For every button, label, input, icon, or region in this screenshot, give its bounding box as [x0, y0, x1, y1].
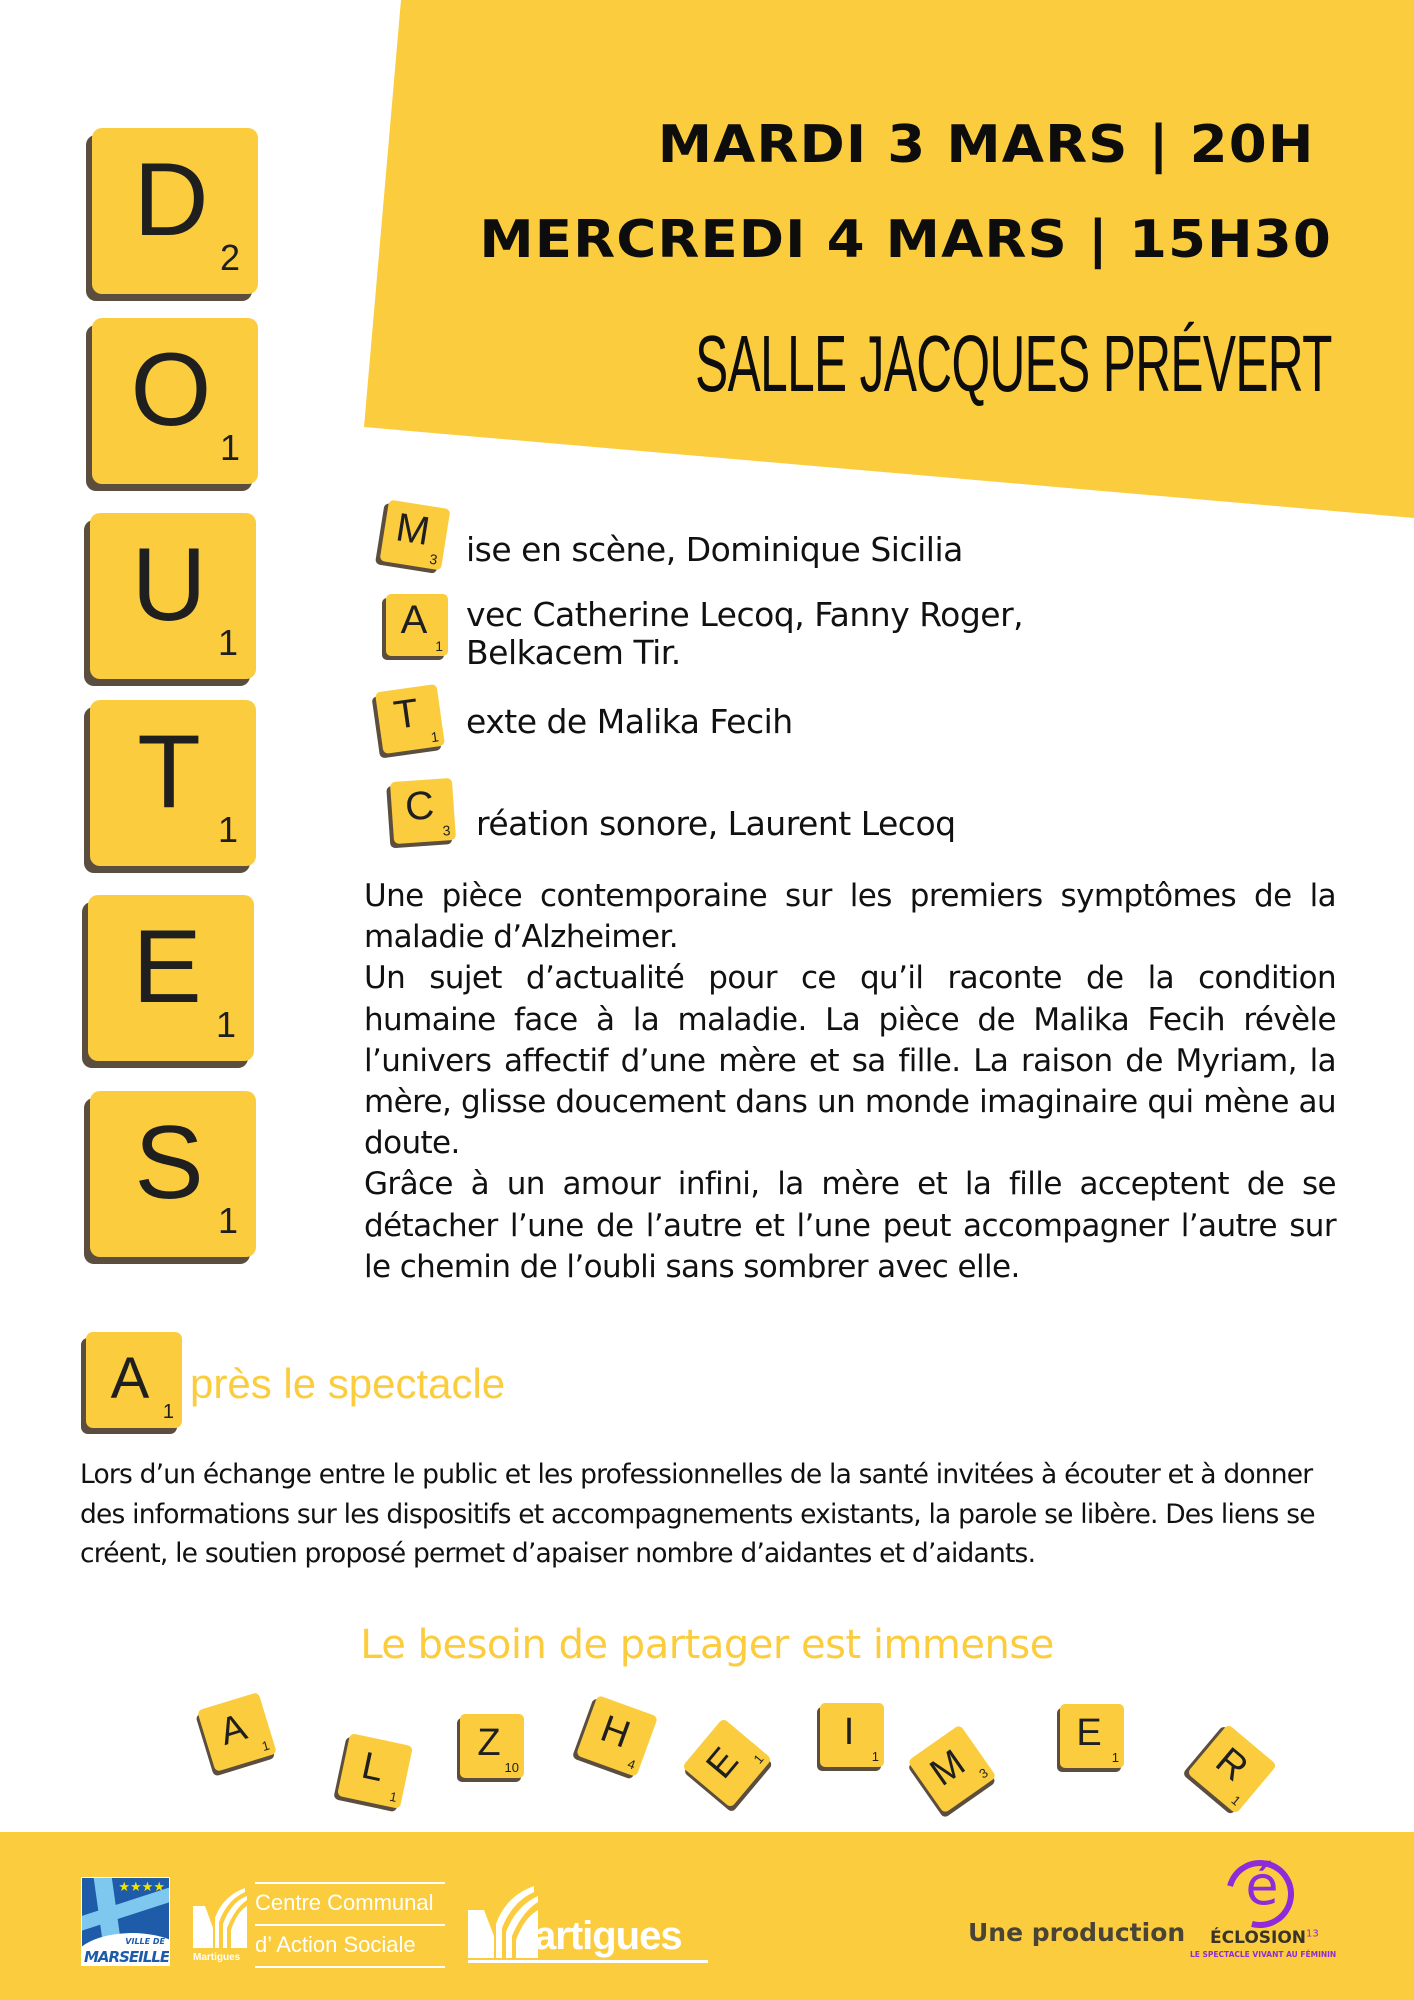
tile-score: 1 [435, 638, 443, 654]
credit-tile-a [386, 594, 448, 656]
credit-cast [466, 596, 1023, 672]
alz-tile-a [197, 1692, 277, 1772]
tile-letter: U [131, 527, 207, 643]
divider [255, 1924, 445, 1926]
credit-cast-line-2: Belkacem Tir. [466, 633, 681, 672]
tile-score: 1 [259, 1737, 272, 1754]
production-label: Une production [968, 1918, 1186, 1947]
ccas-line-1: Centre Communal [255, 1890, 434, 1915]
title-tile-u [90, 513, 256, 679]
credit-tile-t [375, 684, 445, 754]
tile-score: 1 [388, 1788, 399, 1805]
title-tile-d [92, 128, 258, 294]
tile-score: 1 [162, 1401, 174, 1423]
tile-score: 1 [219, 427, 240, 468]
title-tile-e [88, 895, 254, 1061]
date-line-1: MARDI 3 MARS | 20H [657, 115, 1314, 175]
tile-score: 1 [871, 1749, 879, 1764]
eclosion-sup: 13 [1306, 1928, 1319, 1940]
tile-letter: E [132, 909, 202, 1025]
tile-letter: T [137, 714, 201, 830]
divider [255, 1882, 445, 1884]
ccas-line-2: d’ Action Sociale [255, 1932, 416, 1957]
tile-score: 10 [504, 1760, 519, 1775]
eclosion-wordmark [1210, 1928, 1319, 1948]
tile-letter: Z [477, 1722, 501, 1764]
tile-letter: E [698, 1740, 748, 1787]
ccas-martigues-logo [193, 1880, 448, 1972]
tile-letter: M [392, 505, 433, 554]
credit-tile-c [390, 778, 456, 844]
alz-tile-i [820, 1703, 884, 1767]
title-tile-s [90, 1091, 256, 1257]
synopsis-paragraph-2: Un sujet d’actualité pour ce qu’il raconte de la condition humaine face à la maladie. La pièce de Malika Fecih révèle l’univers affectif d’une mère et sa fille. La raison de Myriam, la mère, glisse doucement dans un monde imaginaire qui mène au doute. [364, 960, 1336, 1162]
ville-de-marseille-logo [81, 1877, 170, 1966]
tile-score: 1 [1111, 1750, 1119, 1765]
title-tile-t [90, 700, 256, 866]
alz-tile-l [337, 1733, 413, 1809]
tile-score: 3 [976, 1764, 991, 1782]
tagline: Le besoin de partager est immense [360, 1622, 1054, 1668]
after-show-tile-a [86, 1332, 182, 1428]
tile-score: 3 [428, 550, 439, 568]
marseille-ville-de: VILLE DE [125, 1937, 165, 1946]
divider [468, 1960, 708, 1963]
tile-letter: S [134, 1105, 204, 1221]
eclosion-name: ÉCLOSION [1210, 1928, 1307, 1948]
alz-tile-e [682, 1718, 772, 1808]
martigues-wordmark: artigues [534, 1914, 682, 1958]
tile-letter: M [922, 1741, 973, 1795]
eclosion-e-icon: é [1245, 1854, 1279, 1917]
alz-tile-z [460, 1714, 524, 1778]
tile-letter: A [400, 598, 428, 642]
synopsis [364, 876, 1336, 1288]
tile-letter: L [357, 1744, 388, 1791]
tile-score: 1 [215, 1004, 236, 1045]
title-tile-o [92, 318, 258, 484]
martigues-m-icon [193, 1888, 247, 1948]
date-line-2: MERCREDI 4 MARS | 15H30 [479, 210, 1332, 270]
alz-tile-e2 [1060, 1704, 1124, 1768]
after-show-text: Lors d’un échange entre le public et les professionnelles de la santé invitées à écouter et à donner des informations sur les dispositifs et accompagnements existants, la parole se libère. Des liens se créent, le soutien proposé permet d’apaiser nombre d’aidantes et d’aidants. [80, 1459, 1315, 1569]
tile-score: 4 [625, 1755, 638, 1773]
martigues-m-icon [468, 1886, 538, 1961]
tile-score: 1 [429, 728, 440, 746]
tile-letter: A [110, 1346, 150, 1411]
divider [255, 1966, 445, 1968]
tile-letter: I [843, 1711, 855, 1753]
tile-letter: H [595, 1707, 636, 1757]
tile-score: 1 [217, 809, 238, 850]
tile-score: 1 [1228, 1792, 1244, 1809]
tile-score: 1 [750, 1751, 767, 1767]
credit-direction: ise en scène, Dominique Sicilia [466, 530, 963, 569]
alz-tile-m [907, 1724, 996, 1813]
tile-letter: T [391, 690, 422, 738]
eclosion13-logo [1180, 1854, 1340, 1959]
tile-letter: R [1207, 1739, 1256, 1790]
tile-score: 3 [442, 822, 451, 839]
alz-tile-h [576, 1695, 658, 1777]
credit-sound: réation sonore, Laurent Lecoq [476, 804, 956, 843]
tile-score: 1 [217, 622, 238, 663]
martigues-logo [468, 1886, 713, 1966]
ccas-mark-label: Martigues [193, 1952, 241, 1963]
credit-cast-line-1: vec Catherine Lecoq, Fanny Roger, [466, 595, 1024, 634]
credit-tile-m [380, 500, 451, 571]
after-show-title: près le spectacle [190, 1360, 506, 1407]
synopsis-paragraph-1: Une pièce contemporaine sur les premiers symptômes de la maladie d’Alzheimer. [364, 878, 1336, 956]
eclosion-subtitle: LE SPECTACLE VIVANT AU FÉMININ [1190, 1950, 1337, 1959]
tile-letter: C [403, 783, 436, 830]
credit-text-author: exte de Malika Fecih [466, 702, 793, 741]
tile-letter: E [1076, 1712, 1102, 1754]
tile-score: 2 [219, 237, 240, 278]
marseille-name: MARSEILLE [84, 1948, 170, 1966]
tile-letter: A [214, 1706, 252, 1754]
venue-title: SALLE JACQUES PRÉVERT [695, 319, 1332, 408]
stars-icon: ★★★★ [118, 1880, 165, 1895]
alz-tile-r [1187, 1724, 1277, 1814]
tile-letter: O [130, 332, 212, 448]
synopsis-paragraph-3: Grâce à un amour infini, la mère et la fille acceptent de se détacher l’une de l’autre et l’une peut accompagner l’autre sur le chemin de l’oubli sans sombrer avec elle. [364, 1166, 1336, 1285]
tile-score: 1 [217, 1200, 238, 1241]
tile-letter: D [133, 142, 209, 258]
